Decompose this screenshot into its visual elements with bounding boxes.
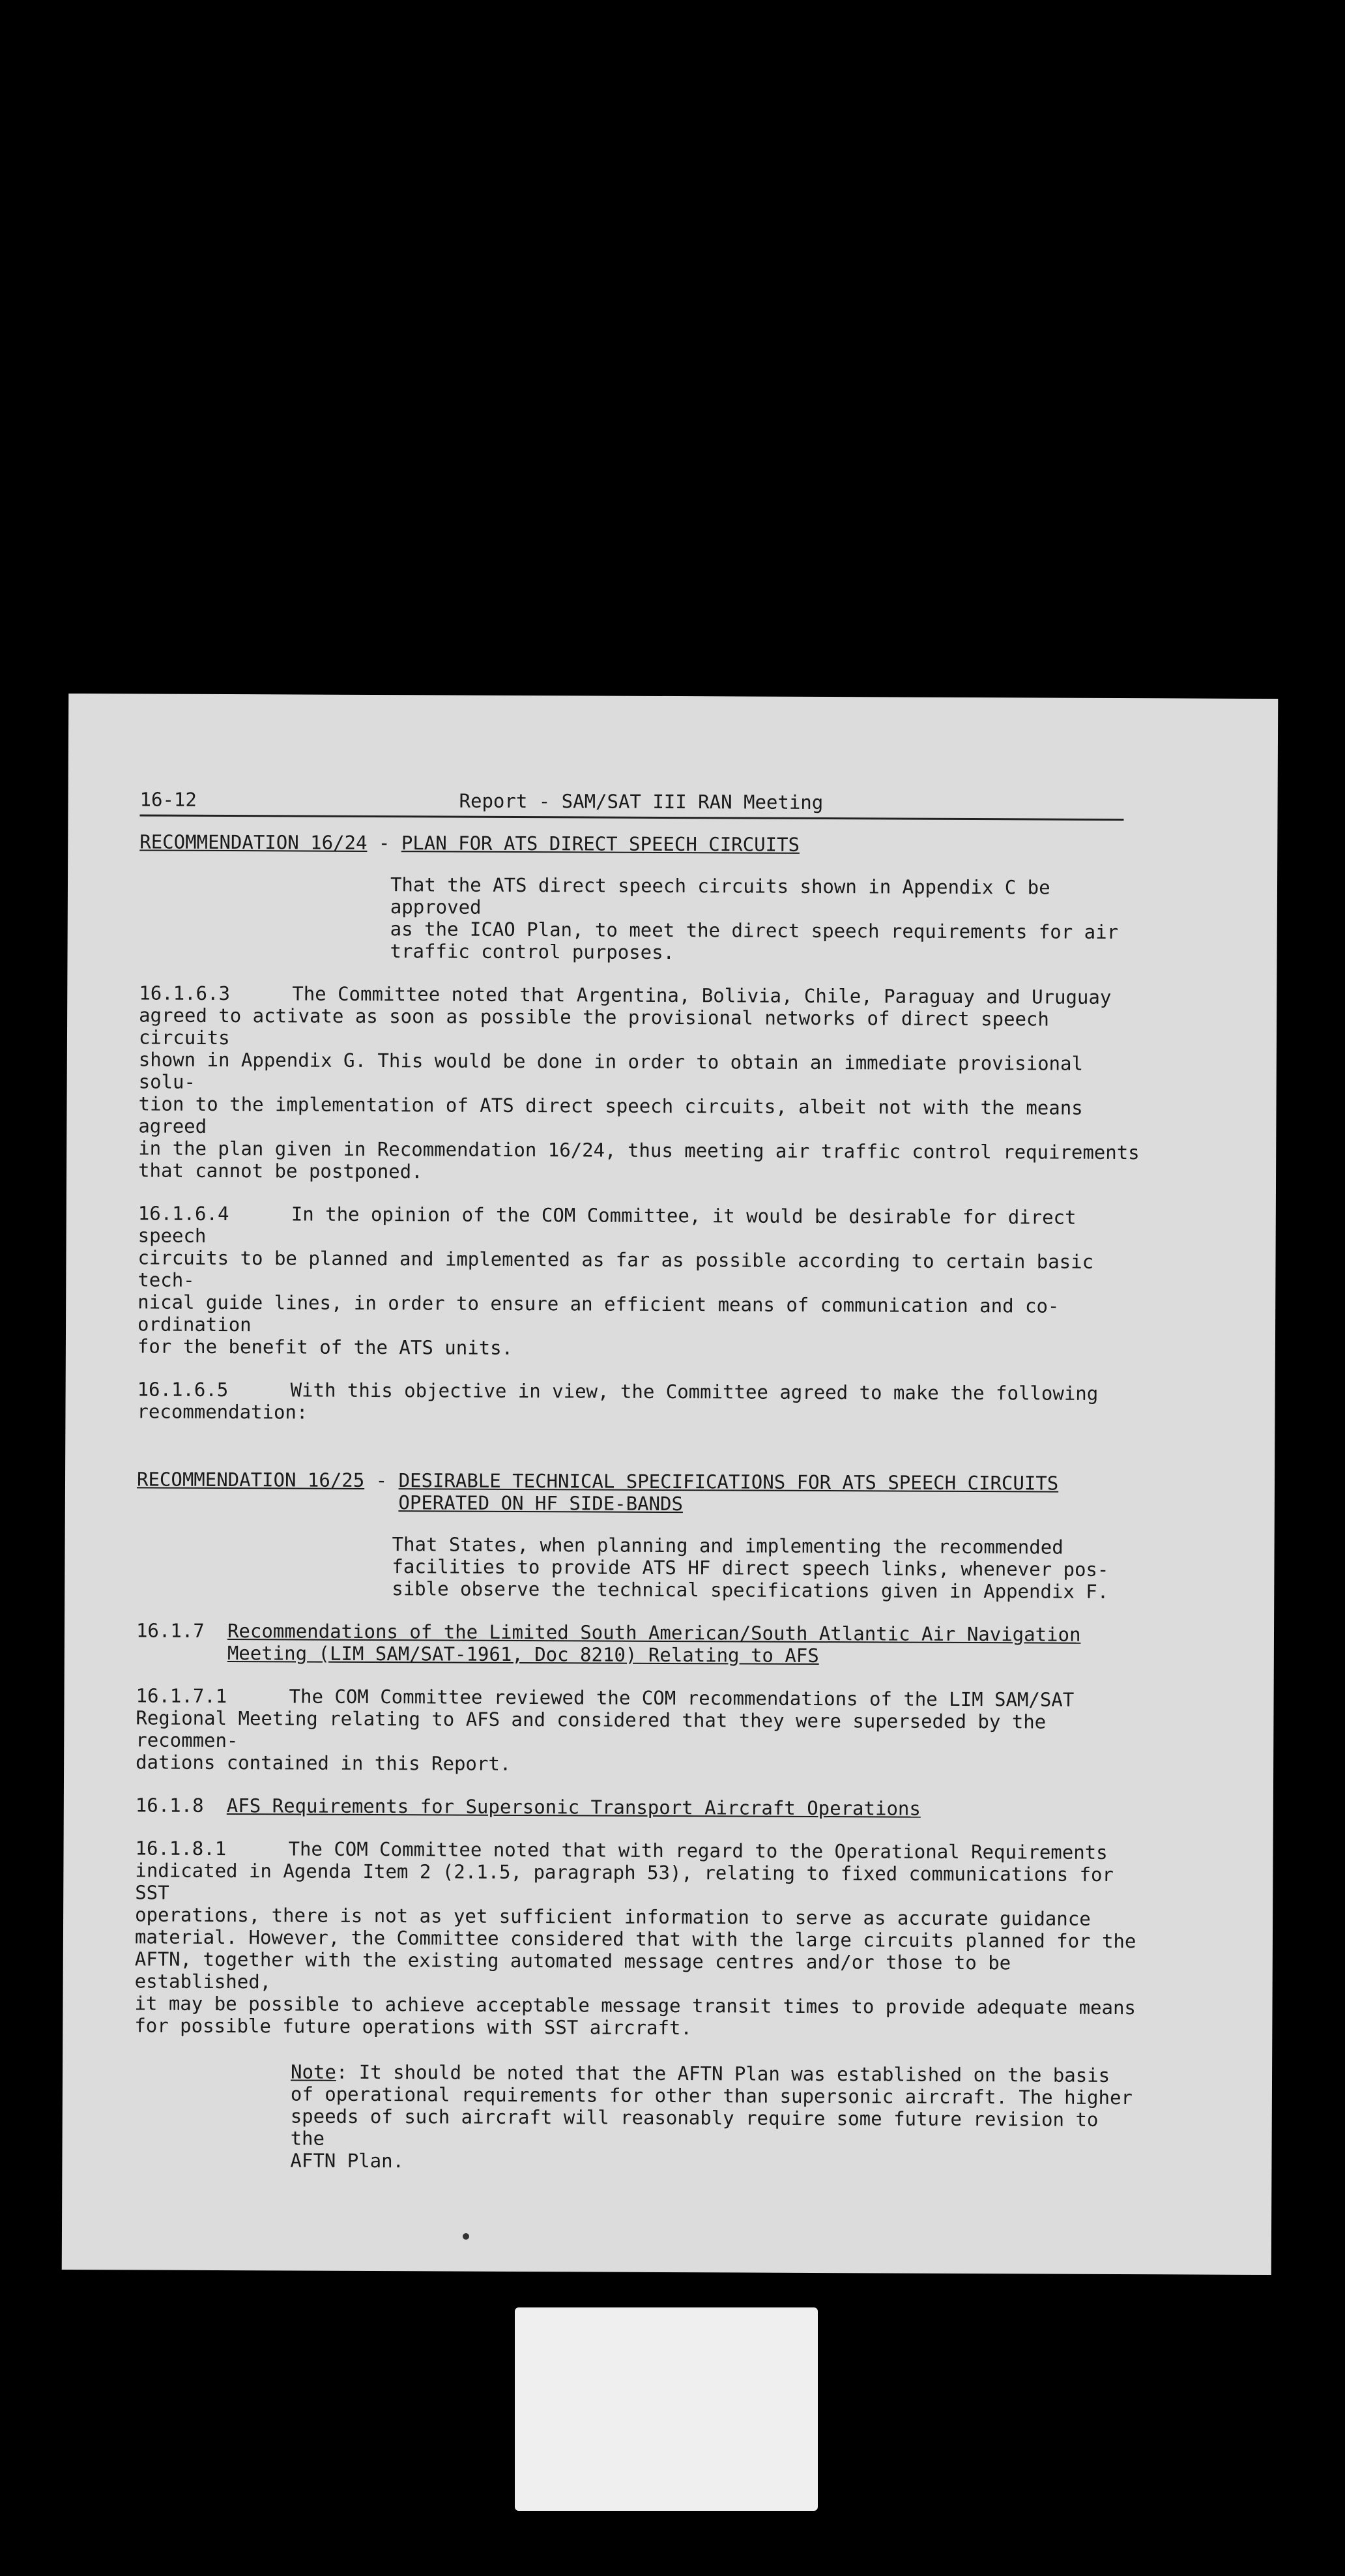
rec-body-line: facilities to provide ATS HF direct speech links, whenever pos-	[392, 1555, 1109, 1581]
note-line: AFTN Plan.	[290, 2149, 405, 2173]
para-number: 16.1.6.4	[137, 1202, 229, 1225]
recommendation-16-24	[139, 830, 1143, 965]
section-number: 16.1.7	[136, 1619, 205, 1642]
rec-dash: -	[367, 831, 401, 855]
section-title-line: Meeting (LIM SAM/SAT-1961, Doc 8210) Relating to AFS	[227, 1642, 819, 1667]
para-line: agreed to activate as soon as possible the provisional networks of direct speech circuits	[138, 1004, 1049, 1049]
rec-title-line: OPERATED ON HF SIDE-BANDS	[398, 1491, 684, 1515]
para-line: it may be possible to achieve acceptable message transit times to provide adequate means	[134, 1992, 1136, 2019]
section-16-1-7	[136, 1619, 1140, 1668]
rec-body-line: sible observe the technical specifications given in Appendix F.	[392, 1577, 1109, 1603]
para-line: circuits to be planned and implemented as far as possible according to certain basic tech-	[137, 1246, 1094, 1291]
page-number: 16-12	[139, 788, 197, 811]
rec-title-line: DESIRABLE TECHNICAL SPECIFICATIONS FOR ATS SPEECH CIRCUITS	[398, 1469, 1059, 1495]
rec-body-line: That the ATS direct speech circuits shown in Appendix C be approved	[390, 873, 1050, 918]
rec-title: PLAN FOR ATS DIRECT SPEECH CIRCUITS	[401, 832, 800, 856]
para-line: With this objective in view, the Committee agreed to make the following	[290, 1379, 1099, 1405]
para-line: material. However, the Committee considered that with the large circuits planned for the	[134, 1925, 1136, 1953]
para-line: indicated in Agenda Item 2 (2.1.5, paragraph 53), relating to fixed communications for SST	[135, 1859, 1114, 1904]
para-line: operations, there is not as yet sufficient information to serve as accurate guidance	[135, 1903, 1091, 1930]
paragraph-16-1-7-1	[136, 1684, 1140, 1778]
section-title: AFS Requirements for Supersonic Transport Aircraft Operations	[226, 1794, 921, 1820]
para-line: tion to the implementation of ATS direct speech circuits, albeit not with the means agreed	[138, 1092, 1083, 1137]
para-line: that cannot be postponed.	[138, 1159, 423, 1183]
para-line: for the benefit of the ATS units.	[137, 1335, 513, 1359]
section-title-line: Recommendations of the Limited South American/South Atlantic Air Navigation	[227, 1620, 1081, 1646]
para-line: nical guide lines, in order to ensure an efficient means of communication and co-ordination	[137, 1291, 1060, 1336]
page-content	[134, 788, 1143, 2175]
para-line: The COM Committee reviewed the COM recommendations of the LIM SAM/SAT	[289, 1685, 1075, 1711]
para-number: 16.1.6.5	[137, 1378, 229, 1401]
paragraph-16-1-8-1	[134, 1837, 1138, 2041]
paragraph-16-1-6-3	[138, 982, 1142, 1186]
rec-body-line: That States, when planning and implementing the recommended	[392, 1533, 1063, 1559]
para-line: Regional Meeting relating to AFS and considered that they were superseded by the recommen-	[136, 1706, 1047, 1752]
rec-body-line: as the ICAO Plan, to meet the direct speech requirements for air	[390, 918, 1119, 943]
rec-body	[390, 873, 1143, 965]
page-title: Report - SAM/SAT III RAN Meeting	[459, 789, 824, 814]
para-line: in the plan given in Recommendation 16/24, thus meeting air traffic control requirements	[138, 1137, 1140, 1164]
para-line: The COM Committee noted that with regard to the Operational Requirements	[288, 1837, 1108, 1864]
scan-speck	[463, 2233, 469, 2240]
para-line: The Committee noted that Argentina, Bolivia, Chile, Paraguay and Uruguay	[292, 982, 1112, 1008]
rec-label: RECOMMENDATION 16/24	[139, 830, 368, 854]
note-block	[290, 2060, 1138, 2175]
para-line: AFTN, together with the existing automated message centres and/or those to be established,	[134, 1948, 1011, 1993]
paragraph-16-1-6-5	[137, 1378, 1140, 1427]
para-line: dations contained in this Report.	[136, 1751, 512, 1775]
document-page	[62, 694, 1279, 2275]
para-line: for possible future operations with SST aircraft.	[134, 2014, 692, 2040]
rec-body-line: traffic control purposes.	[390, 940, 675, 964]
rec-label: RECOMMENDATION 16/25	[136, 1468, 365, 1491]
para-number: 16.1.8.1	[135, 1837, 227, 1860]
note-label: Note	[290, 2060, 336, 2083]
page-header	[139, 788, 1123, 821]
note-line: : It should be noted that the AFTN Plan was established on the basis	[336, 2060, 1110, 2086]
rec-dash: -	[364, 1469, 399, 1492]
para-number: 16.1.6.3	[139, 982, 231, 1005]
section-number: 16.1.8	[135, 1794, 204, 1817]
para-line: In the opinion of the COM Committee, it would be desirable for direct speech	[137, 1203, 1077, 1247]
rec-body	[392, 1533, 1140, 1603]
note-line: speeds of such aircraft will reasonably require some future revision to the	[290, 2105, 1099, 2150]
para-number: 16.1.7.1	[136, 1684, 227, 1708]
section-16-1-8	[136, 1794, 1139, 1821]
paragraph-16-1-6-4	[137, 1202, 1142, 1362]
para-line: shown in Appendix G. This would be done in order to obtain an immediate provisional solu-	[138, 1048, 1084, 1093]
para-line: recommendation:	[137, 1400, 308, 1424]
recommendation-16-25	[136, 1468, 1140, 1603]
microfilm-target-tab	[515, 2307, 818, 2511]
note-line: of operational requirements for other than supersonic aircraft. The higher	[290, 2083, 1133, 2109]
